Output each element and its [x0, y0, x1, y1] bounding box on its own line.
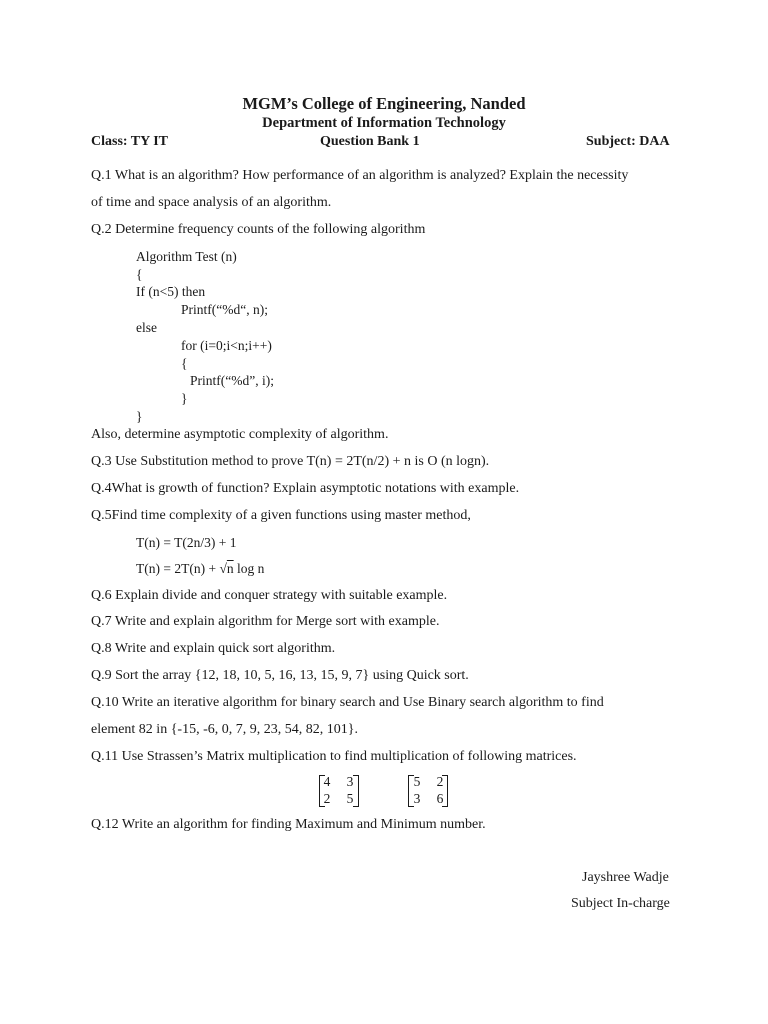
algorithm-line-8: Printf(“%d”, i);: [190, 373, 274, 388]
matrix-b-cell: 3: [413, 791, 421, 806]
matrix-b-cell: 6: [436, 791, 444, 806]
matrix-b-cell: 5: [413, 774, 421, 789]
matrix-a-cell: 2: [323, 791, 331, 806]
question-12: Q.12 Write an algorithm for finding Maximum and Minimum number.: [91, 817, 486, 832]
question-7: Q.7 Write and explain algorithm for Merge sort with example.: [91, 614, 440, 629]
recurrence-2-suffix: log n: [233, 561, 265, 576]
algorithm-line-4: Printf(“%d“, n);: [181, 302, 268, 317]
question-11: Q.11 Use Strassen’s Matrix multiplication to find multiplication of following matrices.: [91, 749, 577, 764]
question-1-line-1: Q.1 What is an algorithm? How performance of an algorithm is analyzed? Explain the necessity: [91, 168, 629, 183]
algorithm-line-3: If (n<5) then: [136, 284, 206, 299]
matrix-b-right-bracket: [442, 775, 448, 807]
department-title: Department of Information Technology: [262, 115, 506, 131]
matrix-a-cell: 4: [323, 774, 331, 789]
question-3: Q.3 Use Substitution method to prove T(n) = 2T(n/2) + n is O (n logn).: [91, 454, 490, 469]
question-4: Q.4What is growth of function? Explain asymptotic notations with example.: [91, 481, 520, 496]
class-label: Class: TY IT: [91, 134, 169, 149]
algorithm-line-2: {: [136, 267, 143, 282]
question-10-line-2: element 82 in {-15, -6, 0, 7, 9, 23, 54, 82, 101}.: [91, 722, 358, 737]
matrix-a-cell: 5: [346, 791, 354, 806]
question-9: Q.9 Sort the array {12, 18, 10, 5, 16, 13, 15, 9, 7} using Quick sort.: [91, 668, 469, 683]
matrix-b-cell: 2: [436, 774, 444, 789]
algorithm-line-1: Algorithm Test (n): [136, 249, 237, 264]
author-role: Subject In-charge: [571, 896, 670, 911]
question-2: Q.2 Determine frequency counts of the following algorithm: [91, 222, 426, 237]
algorithm-line-10: }: [136, 409, 143, 424]
college-title: MGM’s College of Engineering, Nanded: [242, 94, 526, 113]
algorithm-line-7: {: [181, 356, 188, 371]
subject-label: Subject: DAA: [586, 134, 670, 149]
matrix-a-cell: 3: [346, 774, 354, 789]
algorithm-line-9: }: [181, 391, 188, 406]
question-bank-label: Question Bank 1: [320, 134, 420, 149]
question-8: Q.8 Write and explain quick sort algorithm.: [91, 641, 336, 656]
question-2-followup: Also, determine asymptotic complexity of algorithm.: [91, 427, 389, 442]
matrix-b: [408, 773, 448, 807]
question-5: Q.5Find time complexity of a given functions using master method,: [91, 508, 471, 523]
matrix-a: [319, 773, 359, 807]
recurrence-1: T(n) = T(2n/3) + 1: [136, 535, 237, 550]
question-1-line-2: of time and space analysis of an algorithm.: [91, 195, 332, 210]
recurrence-2-radicand: n: [226, 561, 234, 576]
recurrence-2-prefix: T(n) = 2T(n) + √: [136, 561, 227, 576]
question-10-line-1: Q.10 Write an iterative algorithm for binary search and Use Binary search algorithm to find: [91, 695, 604, 710]
matrix-a-right-bracket: [353, 775, 359, 807]
recurrence-2: [136, 560, 264, 578]
algorithm-line-6: for (i=0;i<n;i++): [181, 338, 272, 353]
question-6: Q.6 Explain divide and conquer strategy with suitable example.: [91, 588, 448, 603]
author-name: Jayshree Wadje: [582, 870, 669, 885]
algorithm-line-5: else: [136, 320, 157, 335]
